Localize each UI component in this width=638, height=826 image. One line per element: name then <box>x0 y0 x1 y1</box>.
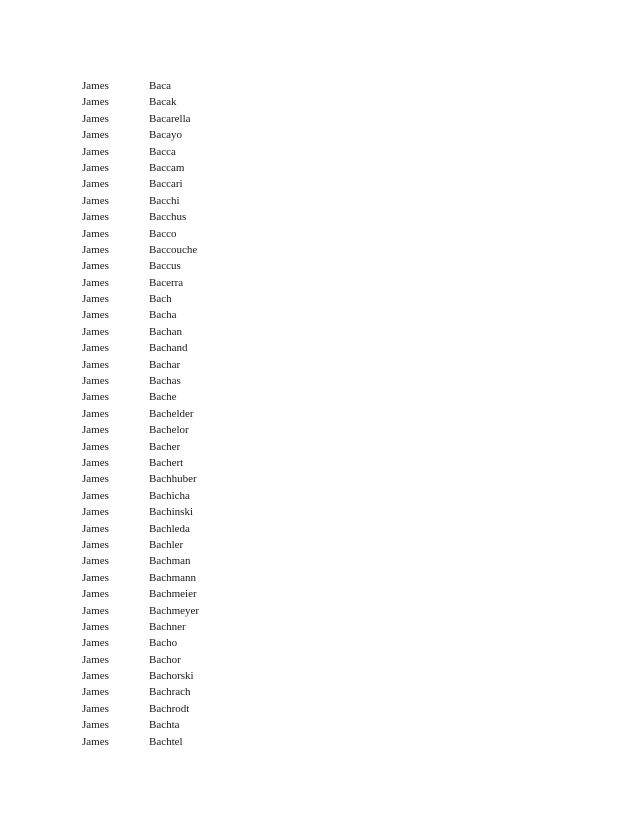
name-row <box>82 176 199 192</box>
first-name-cell: James <box>82 80 109 92</box>
first-name-cell: James <box>82 407 109 420</box>
name-row <box>82 389 199 405</box>
first-name-cell: James <box>82 391 109 404</box>
last-name-cell: Baccouche <box>149 243 198 256</box>
last-name-cell: Bachner <box>149 620 186 633</box>
last-name-cell: Bachrodt <box>149 702 190 715</box>
name-row <box>82 471 199 487</box>
first-name-cell: James <box>82 670 109 683</box>
last-name-cell: Bachleda <box>149 522 190 535</box>
name-row <box>82 668 199 684</box>
last-name-cell: Bachmeier <box>149 588 197 601</box>
name-row <box>82 603 199 619</box>
last-name-cell: Bacchus <box>149 211 187 224</box>
name-row <box>82 324 199 340</box>
name-row <box>82 553 199 569</box>
first-name-cell: James <box>82 620 109 633</box>
last-name-cell: Baccus <box>149 260 181 273</box>
name-row <box>82 521 199 537</box>
last-name-cell: Bachas <box>149 375 181 388</box>
name-list <box>82 78 199 750</box>
name-row <box>82 734 199 750</box>
last-name-cell: Bachinski <box>149 506 193 519</box>
last-name-cell: Bachelor <box>149 424 189 437</box>
first-name-cell: James <box>82 211 109 224</box>
name-row <box>82 144 199 160</box>
name-row <box>82 78 199 94</box>
name-row <box>82 291 199 307</box>
last-name-cell: Bacerra <box>149 276 184 289</box>
first-name-cell: James <box>82 424 109 437</box>
last-name-cell: Bachhuber <box>149 473 197 486</box>
first-name-cell: James <box>82 293 109 306</box>
last-name-cell: Bacca <box>149 145 176 158</box>
last-name-cell: Bacco <box>149 227 177 240</box>
first-name-cell: James <box>82 473 109 486</box>
first-name-cell: James <box>82 719 109 732</box>
name-row <box>82 258 199 274</box>
last-name-cell: Bachta <box>149 719 180 732</box>
first-name-cell: James <box>82 604 109 617</box>
last-name-cell: Bacho <box>149 637 178 650</box>
name-row <box>82 357 199 373</box>
first-name-cell: James <box>82 506 109 519</box>
name-row <box>82 652 199 668</box>
last-name-cell: Bache <box>149 391 177 404</box>
first-name-cell: James <box>82 161 109 174</box>
name-row <box>82 422 199 438</box>
first-name-cell: James <box>82 276 109 289</box>
first-name-cell: James <box>82 538 109 551</box>
first-name-cell: James <box>82 489 109 502</box>
first-name-cell: James <box>82 375 109 388</box>
name-row <box>82 635 199 651</box>
first-name-cell: James <box>82 637 109 650</box>
last-name-cell: Bachar <box>149 358 181 371</box>
name-row <box>82 209 199 225</box>
first-name-cell: James <box>82 456 109 469</box>
first-name-cell: James <box>82 342 109 355</box>
last-name-cell: Bach <box>149 293 172 306</box>
name-row <box>82 701 199 717</box>
first-name-cell: James <box>82 129 109 142</box>
last-name-cell: Baccari <box>149 178 183 191</box>
first-name-cell: James <box>82 194 109 207</box>
first-name-cell: James <box>82 702 109 715</box>
first-name-cell: James <box>82 440 109 453</box>
name-row <box>82 406 199 422</box>
last-name-cell: Bachler <box>149 538 184 551</box>
last-name-cell: Bacayo <box>149 129 182 142</box>
last-name-cell: Bachrach <box>149 686 191 699</box>
first-name-cell: James <box>82 260 109 273</box>
name-row <box>82 307 199 323</box>
last-name-cell: Bachorski <box>149 670 194 683</box>
name-row <box>82 340 199 356</box>
name-row <box>82 226 199 242</box>
last-name-cell: Bacchi <box>149 194 180 207</box>
name-row <box>82 94 199 110</box>
last-name-cell: Bachmann <box>149 571 197 584</box>
last-name-cell: Baccam <box>149 161 185 174</box>
first-name-cell: James <box>82 96 109 109</box>
last-name-cell: Bachan <box>149 325 182 338</box>
first-name-cell: James <box>82 653 109 666</box>
first-name-cell: James <box>82 325 109 338</box>
name-row <box>82 570 199 586</box>
name-row <box>82 504 199 520</box>
last-name-cell: Bacarella <box>149 112 191 125</box>
first-name-cell: James <box>82 178 109 191</box>
last-name-cell: Bachelder <box>149 407 194 420</box>
name-row <box>82 127 199 143</box>
name-row <box>82 111 199 127</box>
last-name-cell: Baca <box>149 80 171 92</box>
last-name-cell: Bachor <box>149 653 181 666</box>
name-row <box>82 160 199 176</box>
last-name-cell: Bacak <box>149 96 177 109</box>
last-name-cell: Bachman <box>149 555 191 568</box>
name-row <box>82 242 199 258</box>
name-row <box>82 373 199 389</box>
first-name-cell: James <box>82 358 109 371</box>
last-name-cell: Bacher <box>149 440 181 453</box>
last-name-cell: Bachicha <box>149 489 190 502</box>
first-name-cell: James <box>82 227 109 240</box>
first-name-cell: James <box>82 243 109 256</box>
name-row <box>82 684 199 700</box>
last-name-cell: Bachmeyer <box>149 604 200 617</box>
name-row <box>82 193 199 209</box>
first-name-cell: James <box>82 522 109 535</box>
first-name-cell: James <box>82 588 109 601</box>
name-row <box>82 275 199 291</box>
name-row <box>82 619 199 635</box>
first-name-cell: James <box>82 571 109 584</box>
name-row <box>82 455 199 471</box>
name-row <box>82 439 199 455</box>
last-name-cell: Bachand <box>149 342 188 355</box>
first-name-cell: James <box>82 735 109 748</box>
name-row <box>82 586 199 602</box>
first-name-cell: James <box>82 309 109 322</box>
name-row <box>82 717 199 733</box>
last-name-cell: Bachtel <box>149 735 183 748</box>
name-row <box>82 537 199 553</box>
last-name-cell: Bachert <box>149 456 184 469</box>
first-name-cell: James <box>82 145 109 158</box>
first-name-cell: James <box>82 112 109 125</box>
first-name-cell: James <box>82 555 109 568</box>
name-row <box>82 488 199 504</box>
last-name-cell: Bacha <box>149 309 177 322</box>
first-name-cell: James <box>82 686 109 699</box>
